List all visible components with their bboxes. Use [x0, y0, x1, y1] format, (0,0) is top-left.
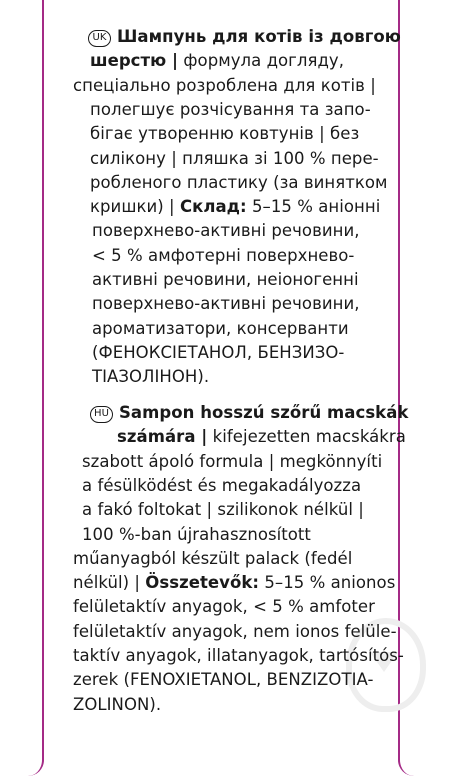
text-run: Склад: [179, 197, 247, 217]
text-line [73, 75, 376, 97]
text-run: < 5 % амфотерні поверхнево- [92, 245, 355, 265]
text-line [73, 621, 397, 643]
text-line [92, 245, 354, 267]
text-run: a fakó foltokat | szilikonok nélkül | [82, 500, 364, 520]
text-run: Шампунь для котів із довгою [117, 27, 401, 46]
text-line [73, 548, 352, 570]
text-line [90, 99, 371, 121]
text-run: 100 %-ban újrahasznosított [82, 524, 311, 544]
text-line [92, 220, 360, 242]
text-run: Sampon hosszú szőrű macskák [119, 403, 409, 422]
text-run: ТІАЗОЛІНОН). [92, 367, 210, 387]
text-line [73, 572, 395, 594]
text-line [92, 366, 209, 388]
text-line [73, 694, 161, 716]
text-run: ароматизатори, консерванти [92, 318, 349, 338]
text-run: felületaktív anyagok, < 5 % amfoter [73, 597, 375, 617]
text-run: робленого пластику (за винятком [90, 172, 388, 192]
text-line [82, 451, 382, 473]
text-run: zerek (FENOXIETANOL, BENZIZOTIA- [73, 670, 374, 690]
text-line [90, 172, 388, 194]
text-run: формула догляду, [178, 51, 345, 71]
text-run: kifejezetten macskákra [207, 427, 406, 447]
text-run: számára | [117, 427, 208, 447]
text-run: (ФЕНОКСІЕТАНОЛ, БЕНЗИЗО- [92, 342, 345, 362]
text-line [117, 426, 406, 448]
text-run: поверхнево-активні речовини, [92, 294, 360, 314]
text-run: taktív anyagok, illatanyagok, tartósítós- [73, 646, 404, 665]
text-run: активні речовини, неіоногенні [92, 270, 359, 289]
text-line [73, 645, 404, 667]
text-line [90, 148, 379, 170]
text-line [82, 475, 361, 497]
language-badge: HU [90, 406, 113, 423]
text-line [73, 669, 373, 691]
text-run: поверхнево-активні речовини, [92, 221, 360, 241]
text-line [92, 342, 344, 364]
text-line [88, 26, 401, 48]
text-line [92, 269, 359, 291]
text-run: 5–15 % anionos [259, 573, 396, 593]
text-run: Összetevők: [145, 573, 260, 593]
text-line [92, 318, 349, 340]
text-run: a fésülködést és megakadályozza [82, 475, 362, 495]
text-line [82, 499, 364, 521]
text-run: кришки) | [90, 197, 180, 217]
text-run: полегшує розчісування та запо- [90, 99, 371, 119]
text-line [73, 596, 375, 618]
text-line [90, 123, 359, 145]
text-run: műanyagból készült palack (fedél [73, 548, 353, 568]
text-run: felületaktív anyagok, nem ionos felüle- [73, 621, 397, 641]
text-run: ZOLINON). [73, 694, 162, 714]
text-run: nélkül) | [73, 573, 146, 593]
text-run: шерстю | [90, 51, 179, 71]
text-line [90, 50, 344, 72]
text-run: 5–15 % аніонні [246, 197, 381, 217]
text-line [92, 293, 360, 315]
language-badge: UK [88, 30, 111, 47]
package-left-edge-line [28, 0, 44, 776]
text-run: бігає утворенню ковтунів | без [90, 124, 360, 144]
text-line [90, 196, 380, 218]
text-run: спеціально розроблена для котів | [73, 75, 376, 95]
text-line [82, 524, 311, 546]
text-run: szabott ápoló formula | megkönnyíti [82, 451, 383, 471]
text-run: силікону | пляшка зі 100 % пере- [90, 148, 379, 168]
text-line [90, 402, 408, 424]
